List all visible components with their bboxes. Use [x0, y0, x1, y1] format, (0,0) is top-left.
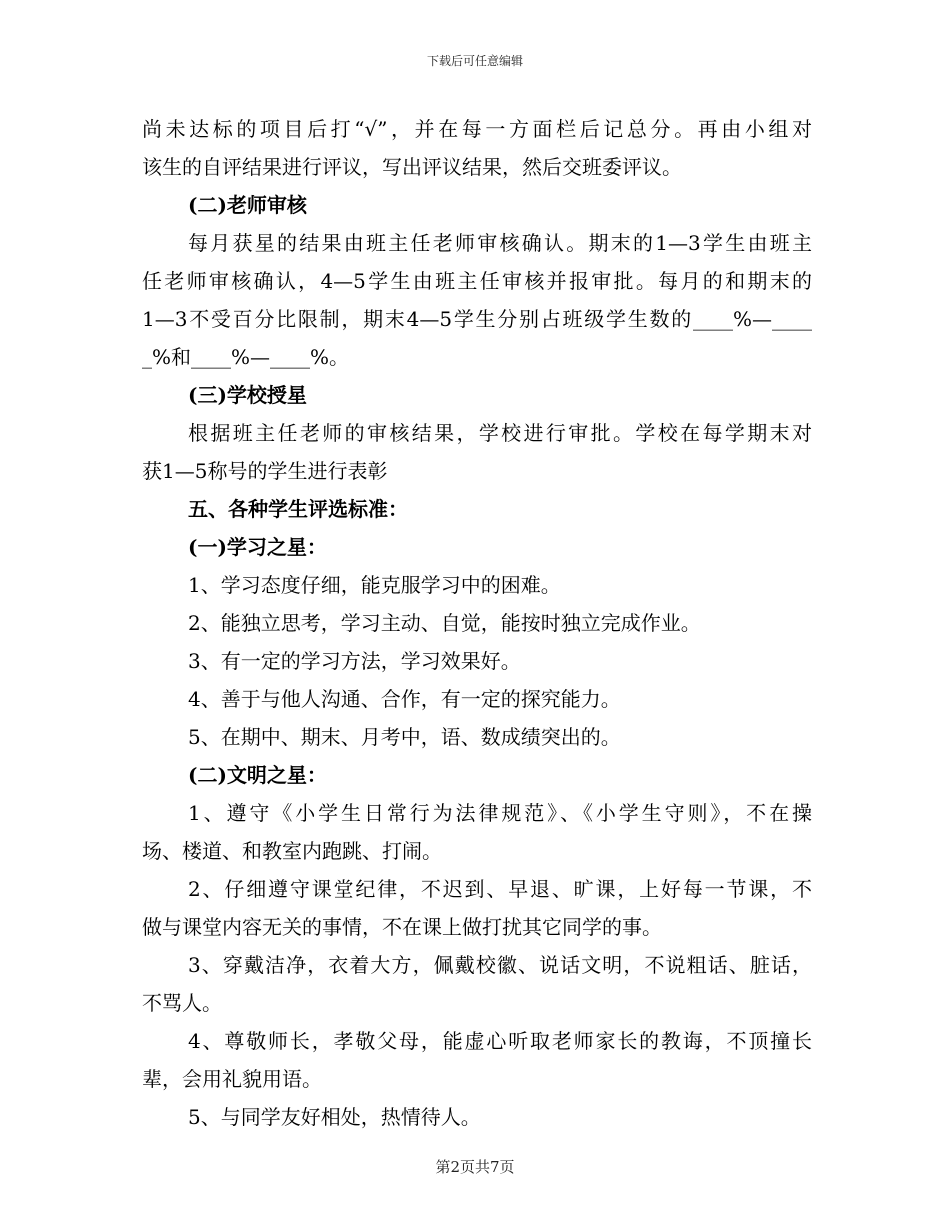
list-item-continuation: 辈，会用礼貌用语。 [142, 1067, 322, 1091]
section-heading: (三)学校授星 [188, 383, 307, 407]
list-item-continuation: 场、楼道、和教室内跑跳、打闹。 [142, 839, 442, 863]
list-item: 5、在期中、期末、月考中，语、数成绩突出的。 [188, 725, 621, 749]
list-item: 4、尊敬师长，孝敬父母，能虚心听取老师家长的教诲，不顶撞长 [188, 1029, 812, 1053]
list-item: 3、有一定的学习方法，学习效果好。 [188, 649, 521, 673]
list-item-continuation: 做与课堂内容无关的事情，不在课上做打扰其它同学的事。 [142, 915, 662, 939]
section-heading: (二)老师审核 [188, 193, 307, 217]
paragraph-line: 任老师审核确认，4—5学生由班主任审核并报审批。每月的和期末的 [142, 269, 812, 293]
paragraph-line: 每月获星的结果由班主任老师审核确认。期末的1—3学生由班主 [188, 231, 812, 255]
list-item: 3、穿戴洁净，衣着大方，佩戴校徽、说话文明，不说粗话、脏话， [188, 953, 812, 977]
document-body [142, 110, 812, 1136]
paragraph-line: 根据班主任老师的审核结果，学校进行审批。学校在每学期末对 [188, 421, 812, 445]
list-item: 1、学习态度仔细，能克服学习中的困难。 [188, 573, 561, 597]
list-item: 2、仔细遵守课堂纪律，不迟到、早退、旷课，上好每一节课，不 [188, 877, 812, 901]
page-number: 第2页共7页 [435, 1158, 515, 1176]
chapter-heading: 五、各种学生评选标准： [188, 497, 408, 521]
list-item: 5、与同学友好相处，热情待人。 [188, 1105, 481, 1129]
paragraph-line: _%和____%—____%。 [142, 345, 350, 369]
list-item: 1、遵守《小学生日常行为法律规范》、《小学生守则》，不在操 [188, 801, 812, 825]
page-header: 下载后可任意编辑 [426, 54, 523, 68]
paragraph-line: 1—3不受百分比限制，期末4—5学生分别占班级学生数的____%—____ [142, 307, 812, 331]
paragraph-line: 尚未达标的项目后打“√”，并在每一方面栏后记总分。再由小组对 [142, 117, 812, 141]
paragraph-line: 获1—5称号的学生进行表彰 [142, 459, 388, 483]
list-item: 2、能独立思考，学习主动、自觉，能按时独立完成作业。 [188, 611, 701, 635]
list-item-continuation: 不骂人。 [142, 991, 222, 1015]
section-heading: (二)文明之星： [188, 763, 327, 787]
paragraph-line: 该生的自评结果进行评议，写出评议结果，然后交班委评议。 [142, 155, 682, 179]
list-item: 4、善于与他人沟通、合作，有一定的探究能力。 [188, 687, 621, 711]
section-heading: (一)学习之星： [188, 535, 327, 559]
